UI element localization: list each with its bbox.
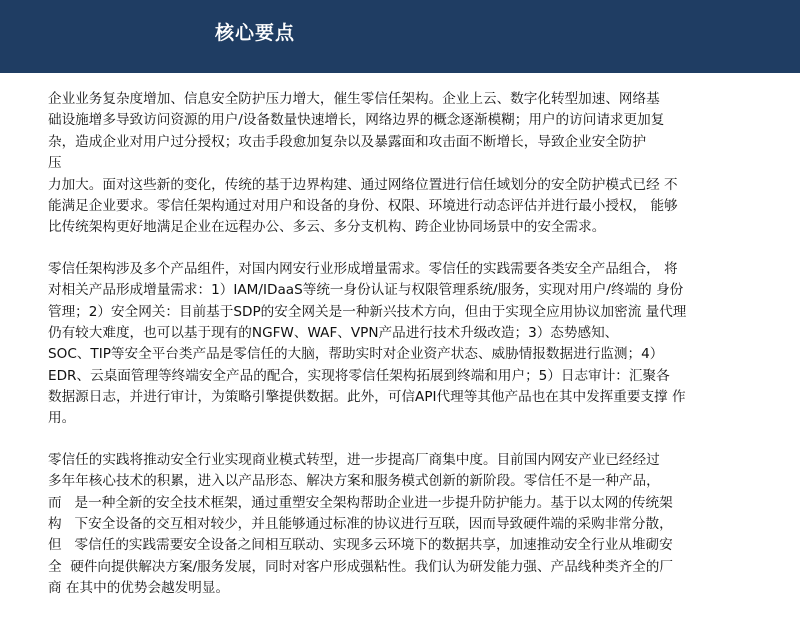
paragraph-line: 全 硬件向提供解决方案/服务发展，同时对客户形成强粘性。我们认为研发能力强、产品线种类齐全的厂: [48, 558, 673, 575]
page-title: 核心要点: [215, 22, 296, 44]
paragraph-line: 零信任的实践将推动安全行业实现商业模式转型，进一步提高厂商集中度。目前国内网安产业已经经过: [48, 451, 660, 468]
header-bar: [0, 0, 800, 73]
paragraph-line: 比传统架构更好地满足企业在远程办公、多云、多分支机构、跨企业协同场景中的安全需求。: [48, 219, 606, 236]
paragraph-line: 仍有较大难度，也可以基于现有的NGFW、WAF、VPN产品进行技术升级改造；3）态势感知、: [48, 324, 619, 341]
paragraph-line: 力加大。面对这些新的变化，传统的基于边界构建、通过网络位置进行信任域划分的安全防护模式已经 不: [48, 176, 678, 193]
paragraph-line: SOC、TIP等安全平台类产品是零信任的大脑，帮助实时对企业资产状态、威胁情报数据进行监测；4）: [48, 346, 664, 363]
paragraph-line: 商 在其中的优势会越发明显。: [48, 580, 230, 597]
paragraph-2: [48, 259, 788, 430]
paragraph-line: 能满足企业要求。零信任架构通过对用户和设备的身份、权限、环境进行动态评估并进行最小授权， 能够: [48, 197, 678, 214]
paragraph-line: 管理；2）安全网关：目前基于SDP的安全网关是一种新兴技术方向，但由于实现全应用协议加密流 量代理: [48, 303, 687, 320]
paragraph-1: [48, 89, 788, 239]
paragraph-line: 用。: [48, 410, 76, 427]
paragraph-line: 构 下安全设备的交互相对较少，并且能够通过标准的协议进行互联，因而导致硬件端的采购非常分散，: [48, 516, 673, 533]
paragraph-line: 企业业务复杂度增加、信息安全防护压力增大，催生零信任架构。企业上云、数字化转型加速、网络基: [48, 91, 660, 107]
paragraph-3: [48, 450, 788, 600]
paragraph-line: 压: [48, 155, 62, 172]
paragraph-line: 而 是一种全新的安全技术框架，通过重塑安全架构帮助企业进一步提升防护能力。基于以太网的传统架: [48, 494, 673, 511]
paragraph-line: 零信任架构涉及多个产品组件，对国内网安行业形成增量需求。零信任的实践需要各类安全产品组合， 将: [48, 260, 678, 277]
paragraph-line: 多年年核心技术的积累，进入以产品形态、解决方案和服务模式创新的新阶段。零信任不是一种产品，: [48, 473, 660, 490]
paragraph-line: 数据源日志，并进行审计，为策略引擎提供数据。此外，可信API代理等其他产品也在其中发挥重要支撑 作: [48, 389, 686, 406]
paragraph-line: 础设施增多导致访问资源的用户/设备数量快速增长，网络边界的概念逐渐模糊；用户的访问请求更加复: [48, 112, 665, 129]
paragraph-line: 但 零信任的实践需要安全设备之间相互联动、实现多云环境下的数据共享，加速推动安全行业从堆砌安: [48, 537, 673, 554]
content-body: [48, 89, 788, 620]
paragraph-line: 杂，造成企业对用户过分授权；攻击手段愈加复杂以及暴露面和攻击面不断增长，导致企业安全防护: [48, 133, 647, 150]
paragraph-line: 对相关产品形成增量需求：1）IAM/IDaaS等统一身份认证与权限管理系统/服务，实现对用户/终端的 身份: [48, 282, 684, 299]
paragraph-line: EDR、云桌面管理等终端安全产品的配合，实现将零信任架构拓展到终端和用户；5）日志审计：汇聚各: [48, 367, 670, 384]
